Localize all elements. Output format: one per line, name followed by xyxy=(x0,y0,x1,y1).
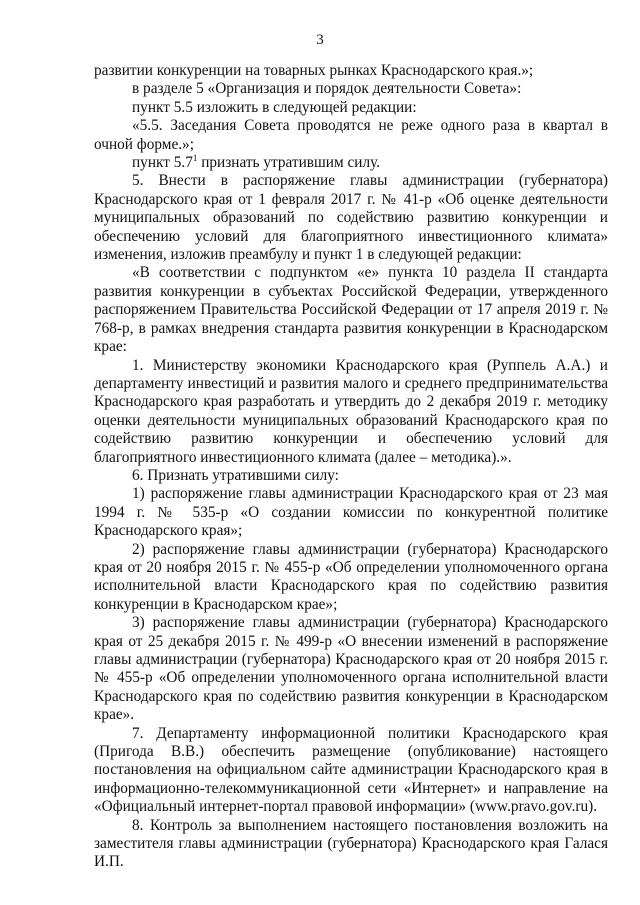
paragraph: 1) распоряжение главы администрации Краснодарского края от 23 мая 1994 г. № 535-р «О создании комиссии по конкурентной политике Краснодарского края»; xyxy=(94,485,608,540)
paragraph: 3) распоряжение главы администрации (губернатора) Краснодарского края от 25 декабря 2015 г. № 499-р «О внесении изменений в распоряжение главы администрации (губернатора) Краснодарского края от 20 ноября 2015 г. № 455-р «Об определении уполномоченного органа исполнительной власти Краснодарского края по содействию развития конкуренции в Краснодарском крае». xyxy=(94,614,608,724)
paragraph: «В соответствии с подпунктом «е» пункта 10 раздела II стандарта развития конкуренции в субъектах Российской Федерации, утвержденного распоряжением Правительства Российской Федерации от 17 апреля 2019 г. № 768-р, в рамках внедрения стандарта развития конкуренции в Краснодарском крае: xyxy=(94,264,608,356)
paragraph-text: пункт 5.7 xyxy=(132,154,193,172)
document-body xyxy=(94,62,608,872)
paragraph: 6. Признать утратившими силу: xyxy=(132,466,339,484)
paragraph-text: признать утратившим силу. xyxy=(197,154,381,172)
paragraph: развитии конкуренции на товарных рынках Краснодарского края.»; xyxy=(94,62,534,79)
paragraph xyxy=(94,154,608,172)
paragraph: 1. Министерству экономики Краснодарского края (Руппель А.А.) и департаменту инвестиций и развития малого и среднего предпринимательства Краснодарского края разработать и утвердить до 2 декабря 2019 г. методику оценки деятельности муниципальных образований Краснодарского края по содействию развитию конкуренции и обеспечению условий для благоприятного инвестиционного климата (далее – методика).». xyxy=(94,356,608,466)
paragraph: 7. Департаменту информационной политики Краснодарского края (Пригода В.В.) обеспечить размещение (опубликование) настоящего постановления на официальном сайте администрации Краснодарского края в информационно-телекоммуникационной сети «Интернет» и направление на «Официальный интернет-портал правовой информации» (www.pravo.gov.ru). xyxy=(94,724,608,816)
paragraph: 5. Внести в распоряжение главы администрации (губернатора) Краснодарского края от 1 февраля 2017 г. № 41-р «Об оценке деятельности муниципальных образований по содействию развитию конкуренции и обеспечению условий для благоприятного инвестиционного климата» изменения, изложив преамбулу и пункт 1 в следующей редакции: xyxy=(94,172,608,264)
superscript: 1 xyxy=(192,152,198,163)
paragraph: 2) распоряжение главы администрации (губернатора) Краснодарского края от 20 ноября 2015 г. № 455-р «Об определении уполномоченного органа исполнительной власти Краснодарского края по содействию развития конкуренции в Краснодарском крае»; xyxy=(94,540,608,613)
paragraph: пункт 5.5 изложить в следующей редакции: xyxy=(132,98,417,116)
paragraph: «5.5. Заседания Совета проводятся не реже одного раза в квартал в очной форме.»; xyxy=(94,117,608,153)
page-number: 3 xyxy=(316,32,324,48)
paragraph: 8. Контроль за выполнением настоящего постановления возложить на заместителя главы администрации (губернатора) Краснодарского края Галася И.П. xyxy=(94,816,608,871)
paragraph: в разделе 5 «Организация и порядок деятельности Совета»: xyxy=(132,80,522,98)
